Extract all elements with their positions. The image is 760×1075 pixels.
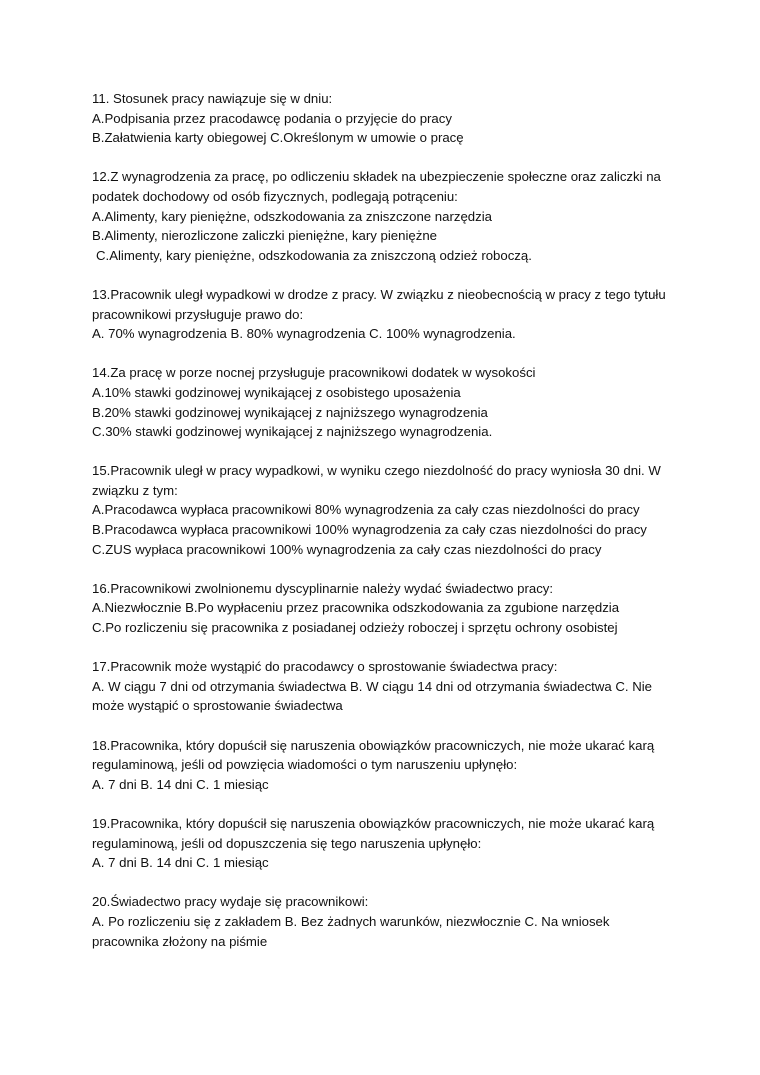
answer-option: A.Podpisania przez pracodawcę podania o przyjęcie do pracy bbox=[92, 110, 452, 126]
answer-option: C.30% stawki godzinowej wynikającej z najniższego wynagrodzenia. bbox=[92, 424, 493, 440]
question-text: 20.Świadectwo pracy wydaje się pracownikowi: bbox=[92, 894, 369, 910]
question-text: 19.Pracownika, który dopuścił się naruszenia obowiązków pracowniczych, nie może ukarać karą bbox=[92, 815, 655, 831]
question-text: 15.Pracownik uległ w pracy wypadkowi, w wyniku czego niezdolność do pracy wyniosła 30 dni. W bbox=[92, 463, 661, 479]
answer-option: może wystąpić o sprostowanie świadectwa bbox=[92, 698, 343, 714]
question-19 bbox=[92, 814, 692, 873]
question-text: pracownikowi przysługuje prawo do: bbox=[92, 306, 304, 322]
question-text: 13.Pracownik uległ wypadkowi w drodze z pracy. W związku z nieobecnością w pracy z tego tytułu bbox=[92, 286, 666, 302]
question-20 bbox=[92, 892, 692, 951]
question-13 bbox=[92, 285, 692, 344]
answer-option: B.Pracodawca wypłaca pracownikowi 100% wynagrodzenia za cały czas niezdolności do pracy bbox=[92, 522, 647, 538]
answer-option: B.Alimenty, nierozliczone zaliczki pieniężne, kary pieniężne bbox=[92, 228, 437, 244]
question-text: 18.Pracownika, który dopuścił się naruszenia obowiązków pracowniczych, nie może ukarać karą bbox=[92, 737, 655, 753]
document-body bbox=[92, 89, 692, 951]
question-text: 12.Z wynagrodzenia za pracę, po odliczeniu składek na ubezpieczenie społeczne oraz zaliczki na bbox=[92, 169, 661, 185]
answer-option: A. 7 dni B. 14 dni C. 1 miesiąc bbox=[92, 776, 269, 792]
question-15 bbox=[92, 461, 692, 559]
answer-option: A.Alimenty, kary pieniężne, odszkodowania za zniszczone narzędzia bbox=[92, 208, 492, 224]
question-text: 14.Za pracę w porze nocnej przysługuje pracownikowi dodatek w wysokości bbox=[92, 365, 536, 381]
question-17 bbox=[92, 657, 692, 716]
answer-option: pracownika złożony na piśmie bbox=[92, 933, 268, 949]
question-16 bbox=[92, 579, 692, 638]
question-text: regulaminową, jeśli od powzięcia wiadomości o tym naruszeniu upłynęło: bbox=[92, 757, 518, 773]
answer-option: C.Alimenty, kary pieniężne, odszkodowania za zniszczoną odzież roboczą. bbox=[96, 247, 532, 263]
question-14 bbox=[92, 363, 692, 441]
answer-option: A. W ciągu 7 dni od otrzymania świadectwa B. W ciągu 14 dni od otrzymania świadectwa C. Nie bbox=[92, 678, 652, 694]
answer-option: A.Pracodawca wypłaca pracownikowi 80% wynagrodzenia za cały czas niezdolności do pracy bbox=[92, 502, 640, 518]
question-12 bbox=[92, 167, 692, 265]
question-text: związku z tym: bbox=[92, 482, 178, 498]
answer-option: A. 70% wynagrodzenia B. 80% wynagrodzenia C. 100% wynagrodzenia. bbox=[92, 326, 516, 342]
question-11 bbox=[92, 89, 692, 148]
answer-option: B.20% stawki godzinowej wynikającej z najniższego wynagrodzenia bbox=[92, 404, 488, 420]
answer-option: A.Niezwłocznie B.Po wypłaceniu przez pracownika odszkodowania za zgubione narzędzia bbox=[92, 600, 620, 616]
question-18 bbox=[92, 736, 692, 795]
answer-option: A.10% stawki godzinowej wynikającej z osobistego uposażenia bbox=[92, 384, 461, 400]
question-text: regulaminową, jeśli od dopuszczenia się tego naruszenia upłynęło: bbox=[92, 835, 482, 851]
answer-option: C.ZUS wypłaca pracownikowi 100% wynagrodzenia za cały czas niezdolności do pracy bbox=[92, 541, 602, 557]
question-text: podatek dochodowy od osób fizycznych, podlegają potrąceniu: bbox=[92, 188, 458, 204]
answer-option: A. 7 dni B. 14 dni C. 1 miesiąc bbox=[92, 855, 269, 871]
question-text: 11. Stosunek pracy nawiązuje się w dniu: bbox=[92, 91, 333, 106]
question-text: 16.Pracownikowi zwolnionemu dyscyplinarnie należy wydać świadectwo pracy: bbox=[92, 580, 554, 596]
answer-option: C.Po rozliczeniu się pracownika z posiadanej odzieży roboczej i sprzętu ochrony osobistej bbox=[92, 620, 618, 636]
answer-option: A. Po rozliczeniu się z zakładem B. Bez żadnych warunków, niezwłocznie C. Na wniosek bbox=[92, 913, 610, 929]
question-text: 17.Pracownik może wystąpić do pracodawcy o sprostowanie świadectwa pracy: bbox=[92, 659, 558, 675]
answer-option: B.Załatwienia karty obiegowej C.Określonym w umowie o pracę bbox=[92, 130, 464, 146]
